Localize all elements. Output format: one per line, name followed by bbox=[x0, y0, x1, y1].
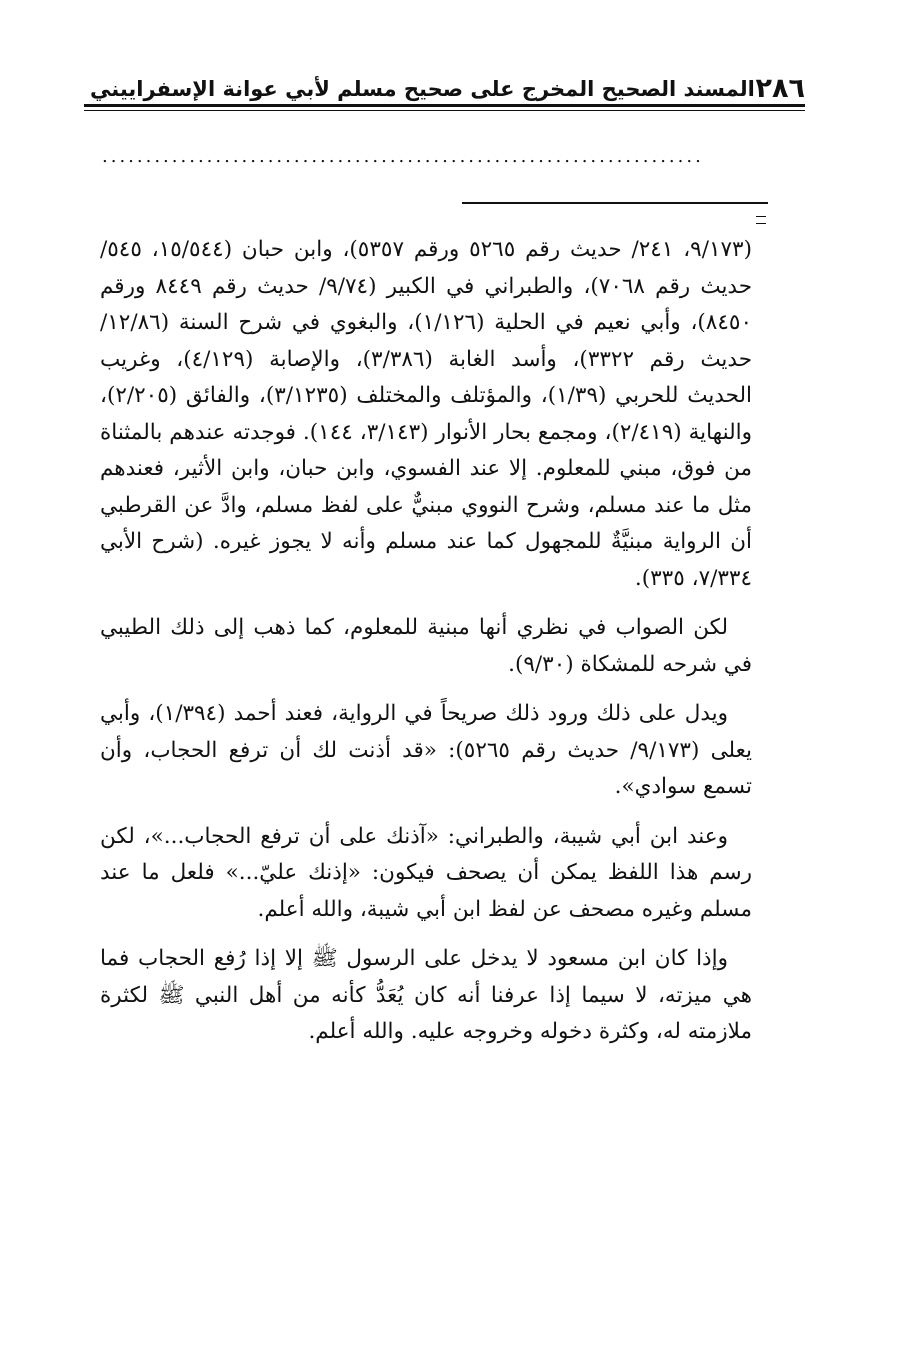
footnote-rule bbox=[462, 202, 768, 204]
running-title: المسند الصحيح المخرج على صحيح مسلم لأبي عوانة الإسفراييني bbox=[90, 77, 755, 101]
paragraph-5: وإذا كان ابن مسعود لا يدخل على الرسول ﷺ إلا إذا رُفع الحجاب فما هي ميزته، لا سيما إذا عرفنا أنه كان يُعَدُّ كأنه من أهل النبي ﷺ لكثرة ملازمته له، وكثرة دخوله وخروجه عليه. والله أعلم. bbox=[100, 946, 752, 1044]
page-number: ٢٨٦ bbox=[755, 73, 805, 104]
footnote-body bbox=[100, 232, 752, 1064]
header-rule bbox=[84, 104, 805, 107]
header-rule-thin bbox=[84, 110, 805, 111]
paragraph-4: وعند ابن أبي شيبة، والطبراني: «آذنك على أن ترفع الحجاب...»، لكن رسم هذا اللفظ يمكن أن يصحف فيكون: «إذنك عليّ...» فلعل ما عند مسلم وغيره مصحف عن لفظ ابن أبي شيبة، والله أعلم. bbox=[100, 823, 752, 922]
paragraph-3: ويدل على ذلك ورود ذلك صريحاً في الرواية، فعند أحمد (١/٣٩٤)، وأبي يعلى (٩/١٧٣/ حديث رقم ٥٢٦٥): «قد أذنت لك أن ترفع الحجاب، وأن تسمع سوادي». bbox=[100, 701, 752, 799]
page-header bbox=[84, 66, 805, 106]
dotted-separator: ..................................................................... bbox=[102, 148, 704, 166]
paragraph-1: (٩/١٧٣، ٢٤١/ حديث رقم ٥٢٦٥ ورقم ٥٣٥٧)، وابن حبان (١٥/٥٤٤، ٥٤٥/ حديث رقم ٧٠٦٨)، والطبراني في الكبير (٩/٧٤/ حديث رقم ٨٤٤٩ ورقم ٨٤٥٠)، وأبي نعيم في الحلية (١/١٢٦)، والبغوي في شرح السنة (١٢/٨٦/ حديث رقم ٣٣٢٢)، وأسد الغابة (٣/٣٨٦)، والإصابة (٤/١٢٩)، وغريب الحديث للحربي (١/٣٩)، والمؤتلف والمختلف (٣/١٢٣٥)، والفائق (٢/٢٠٥)، والنهاية (٢/٤١٩)، ومجمع بحار الأنوار (٣/١٤٣، ١٤٤). فوجدته عندهم بالمثناة من فوق، مبني للمعلوم. إلا عند الفسوي، وابن حبان، وابن الأثير، فعندهم مثل ما عند مسلم، وشرح النووي مبنيٌّ على لفظ مسلم، وادَّ عن القرطبي أن الرواية مبنيَّةٌ للمجهول كما عند مسلم وأنه لا يجوز غيره. (شرح الأبي ٧/٣٣٤، ٣٣٥). bbox=[100, 237, 753, 591]
paragraph-2: لكن الصواب في نظري أنها مبنية للمعلوم، كما ذهب إلى ذلك الطيبي في شرحه للمشكاة (٩/٣٠). bbox=[100, 615, 752, 677]
continuation-mark bbox=[756, 216, 766, 224]
